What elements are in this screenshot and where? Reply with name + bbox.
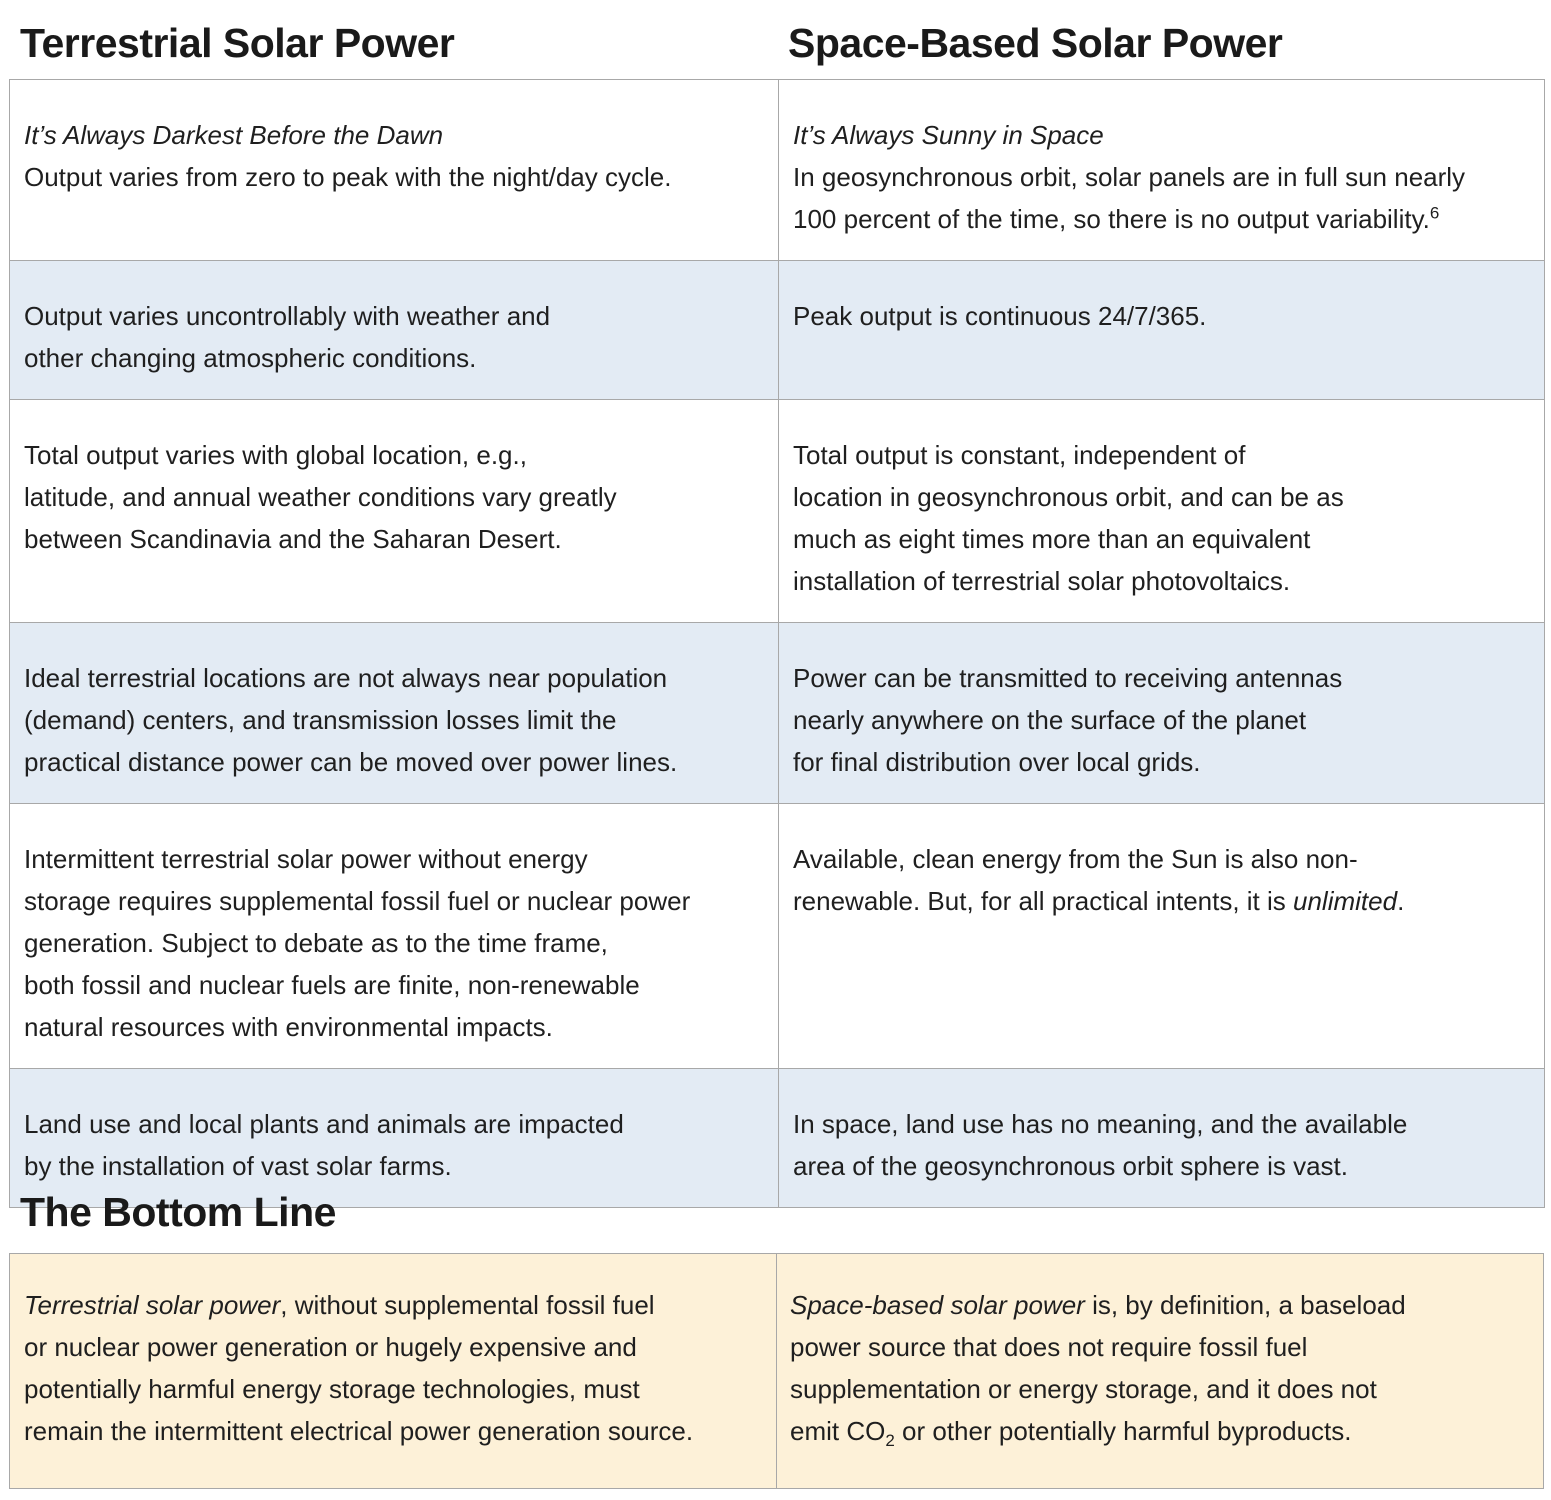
space-based-cell [779,623,1545,804]
terrestrial-text: Output varies from zero to peak with the night/day cycle. [24,162,672,192]
space-based-cell [779,400,1545,623]
co2-subscript: 2 [885,1431,895,1451]
table-row [10,400,1545,623]
space-based-cell [779,80,1545,261]
space-based-text: In geosynchronous orbit, solar panels are in full sun nearly 100 percent of the time, so there is no output variability. [793,162,1466,234]
table-row [10,623,1545,804]
terrestrial-text: Intermittent terrestrial solar power without energy storage requires supplemental fossil fuel or nuclear power generation. Subject to debate as to the time frame, both fossil and nuclear fuels are finite, non-renewable natural resources with environmental impacts. [24,844,691,1042]
unlimited-emphasis: unlimited [1293,886,1398,916]
space-based-cell [779,804,1545,1069]
terrestrial-emphasis: Terrestrial solar power [24,1290,281,1320]
bottom-line-title: The Bottom Line [20,1189,336,1235]
table-row [10,261,1545,400]
table-row [10,80,1545,261]
space-based-cell [779,1069,1545,1208]
table-row [10,804,1545,1069]
space-based-text: Peak output is continuous 24/7/365. [793,301,1207,331]
terrestrial-summary-text: , without supplemental fossil fuel or nuclear power generation or hugely expensive and potentially harmful energy storage technologies, must remain the intermittent electrical power generation source. [24,1290,694,1446]
terrestrial-subtitle: It’s Always Darkest Before the Dawn [24,120,444,150]
space-based-summary-cell [777,1254,1544,1489]
sentence-end: . [1397,886,1405,916]
terrestrial-summary-cell [10,1254,777,1489]
terrestrial-cell [10,804,779,1069]
terrestrial-cell [10,623,779,804]
space-based-cell [779,261,1545,400]
space-based-text: Total output is constant, independent of location in geosynchronous orbit, and can be as much as eight times more than an equivalent installation of terrestrial solar photovoltaics. [793,440,1344,596]
space-based-emphasis: Space-based solar power [790,1290,1085,1320]
space-based-text: In space, land use has no meaning, and the available area of the geosynchronous orbit sphere is vast. [793,1109,1408,1181]
terrestrial-cell [10,400,779,623]
bottom-line-table [9,1253,1544,1489]
space-based-summary-text: is, by definition, a baseload power source that does not require fossil fuel supplementation or energy storage, and it does not emit CO [790,1290,1406,1446]
terrestrial-cell [10,80,779,261]
space-based-text: Power can be transmitted to receiving antennas nearly anywhere on the surface of the planet for final distribution over local grids. [793,663,1343,777]
space-based-text: Available, clean energy from the Sun is also non- renewable. But, for all practical intents, it is [793,844,1358,916]
terrestrial-cell [10,261,779,400]
space-based-subtitle: It’s Always Sunny in Space [793,120,1104,150]
comparison-table [9,79,1545,1208]
table-row [10,1254,1544,1489]
terrestrial-text: Total output varies with global location, e.g., latitude, and annual weather conditions vary greatly between Scandinavia and the Saharan Desert. [24,440,617,554]
summary-end: or other potentially harmful byproducts. [894,1416,1352,1446]
terrestrial-text: Output varies uncontrollably with weather and other changing atmospheric conditions. [24,301,551,373]
space-based-column-title: Space-Based Solar Power [788,20,1283,66]
terrestrial-text: Land use and local plants and animals are impacted by the installation of vast solar farms. [24,1109,624,1181]
terrestrial-text: Ideal terrestrial locations are not always near population (demand) centers, and transmission losses limit the practical distance power can be moved over power lines. [24,663,678,777]
footnote-marker: 6 [1429,203,1440,223]
terrestrial-column-title: Terrestrial Solar Power [20,20,455,66]
